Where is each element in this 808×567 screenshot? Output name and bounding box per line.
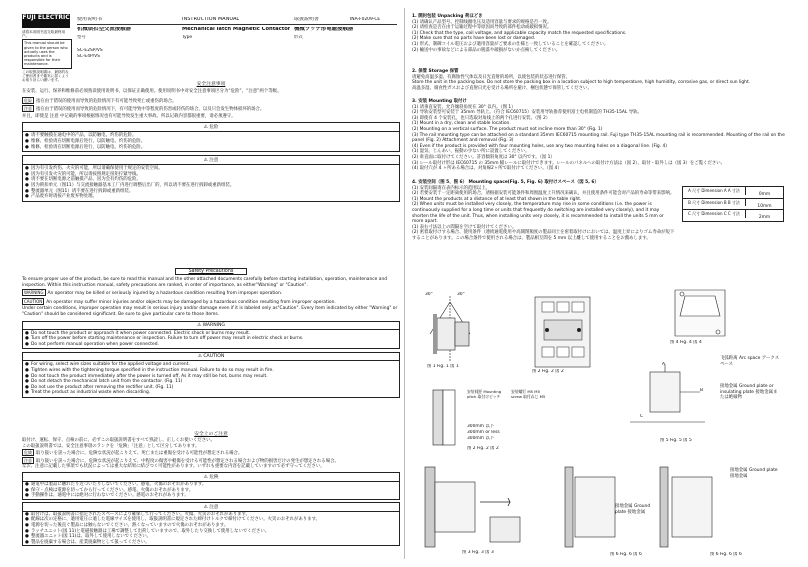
list-item: (3) 即使有 4 个安装孔，也只选取对角线上的两个孔进行安装。（图 2） — [412, 115, 551, 121]
list-item: ● 整流器ユニット(図 11)は、取外して使用しないでください。 — [25, 534, 152, 540]
table-row: A 尺寸 Dimension A A 寸法 0mm — [683, 187, 783, 199]
section-unpacking-title: 1. 開封包装 Unpacking 荷ほどき — [412, 14, 483, 19]
list-item: ● Treat the product as industrial waste when discarding. — [25, 390, 151, 396]
figure-1-caption: 图 1 Fig. 1 図 1 — [427, 364, 459, 369]
list-item: (2) 导轨安装型可安装于 35mm 导轨上。（符合 IEC60715）安装用导轨推荐使用富士电机制造的 TH35-15AL 导轨。 — [412, 110, 642, 116]
list-item: (1) Mount the products at a distance of at least that shown in the table right. — [412, 196, 582, 202]
dimension-table — [682, 186, 784, 222]
jp-danger-box — [22, 472, 400, 500]
mounting-pitch-label: 安装间距 Mounting pitch 取付けピッチ — [467, 389, 502, 399]
cn-caution-box — [22, 155, 400, 202]
list-item: (3) The rail mounting type can be attached on a standard 35mm IEC60715 mounting rail. Fuji type TH35-15AL mounting rail is recommended. Mounting of the rail on the panel (Fig. 2) Attachment and removal (Fig. 3) — [412, 132, 785, 144]
figure-1-drawing — [415, 292, 485, 372]
cn-safety-note: 并且，即使是 注意 中记载的事项根据情况也有可能导致发生重大事故。所以记载内容都很重要，请必须遵守。 — [22, 113, 236, 119]
fuji-electric-logo: FUJI ELECTRIC — [22, 14, 70, 28]
list-item: (1) 请确认产品型号、控制线圈电压及适用容量与要求的规格是否一致。 — [412, 19, 552, 25]
manual-title-en: INSTRUCTION MANUAL — [182, 17, 240, 22]
rail-drawing — [425, 388, 465, 448]
cn-safety-title: 安全注意事项 — [196, 82, 226, 87]
jp-safety-intro2: この取扱説明書では、安全注意事項のランクを「危険」「注意」として区分してあります。 — [22, 443, 200, 449]
list-item: (1) Check that the type, coil voltage, and applicable capacity match the requested specifications. — [412, 30, 627, 36]
list-item: ● 因为有引发火灾的可能，所以请按照规定扭矩拧紧导线。 — [25, 171, 141, 177]
cn-caution-box-title: ⚠ 注意 — [23, 156, 399, 165]
list-item: Store the unit in the packing box. Do not store the packing box in a location subject to high temperature, high humidity, corrosive gas, or direct sun light. — [412, 80, 751, 86]
figure-5-drawing — [620, 362, 715, 437]
figure-4 — [660, 286, 740, 350]
figure-3-caption: 图 3 Fig. 3 図 3 — [462, 550, 494, 555]
list-item: ● 手動操作は、通電中には絶対に行わないでください。感電のおそれがあります。 — [25, 493, 189, 499]
jp-safety-title: 安全上のご注意 — [194, 432, 228, 437]
jp-caution-box-title: ⚠ 注意 — [23, 503, 399, 512]
list-item: (4) 取付穴が 4 ヶ所ある場合は、対角線2ヶ所で取付けてください。（図 4） — [412, 166, 562, 172]
screw-label: 安装螺钉 M5 M5 screw 取付ねじ M5 — [511, 389, 546, 399]
doc-number: INA-F0209-CE — [350, 17, 381, 22]
danger-label: 危险 — [24, 97, 32, 103]
cn-safety-section — [22, 80, 400, 202]
product-name-cn: 机械锁扣型交流接触器 — [77, 27, 131, 32]
manual-title-jp: 取扱説明書 — [294, 17, 320, 22]
model-1: SC-E2SP/VS — [77, 48, 103, 53]
angle-label: 30° — [457, 292, 465, 297]
list-item: 请避免高温多湿、有腐蚀性气体以及日光直射的场所，以使包装的状态进行保管。 — [412, 74, 571, 80]
jp-safety-intro: 取付け、運転、保守、点検の前に、必ずこの取扱説明書をすべて熟読し、正しくお使いください。 — [22, 438, 215, 443]
list-item: (1) 湿気、じんあい、振動の少ない所に設置してください。 — [412, 149, 530, 155]
model-2: SC-E4P/VS — [77, 54, 100, 59]
en-caution-definition: CAUTION An operator may suffer minor injuries and/or objects may be damaged by a hazardous condition resulting from improper operation. — [24, 298, 336, 305]
list-item: (2) 垂直面に取付けてください。許容傾斜角度は 30° 以内です。（図 1） — [412, 154, 555, 160]
figure-6 — [560, 462, 790, 562]
list-item: ● 配線は次の定格に、適用電圧に適した電線サイズを使用し、取扱説明書に規定された締付けトルクで締付けてください。火災のおそれがあります。 — [25, 517, 320, 523]
list-item: (2) When units must be installed very closely, the temperature may rise in some conditions (i.e. the power is continuously supplied for a long time or units that frequently do switching are installed very closely), and it may shorten the life of the unit. Thus, when installing units very closely, it is recommended to install the units 5 mm or more apart. — [412, 202, 664, 225]
list-item: (2) 輸送中の事故などによる部品の脱落や破損がないか点検してください。 — [412, 47, 561, 53]
figure-5-caption: 图 5 Fig. 5 図 5 — [660, 438, 692, 443]
list-item: ● 维修、检验请在切断电源后进行，以防触电、灼伤的危险。 — [25, 144, 146, 150]
list-item: ● For wiring, select wire sizes suitable for the applied voltage and current. — [25, 362, 190, 368]
cn-caution-definition: 注意 指在由于错误的使用而导致的危险情况下，有可能导致中等程度的伤害或轻伤的场合，以及只会发生物体损坏的场合。 — [24, 106, 265, 113]
list-item: ● 製品を廃棄する場合は、産業廃棄物として扱ってください。 — [25, 539, 150, 545]
danger-label: 危険 — [24, 450, 32, 456]
section-mounting-title: 3. 安装 Mounting 取付け — [412, 99, 467, 104]
list-item: (3) レール取付け形は IEC60715 の 35mm 幅レールに取付けできます。レールのパネルへの取付け方法は（図 2）、取付・取外しは（図 3）をご覧ください。 — [412, 160, 726, 166]
arc-space-label: 飞弧距离 Arc space アークスペース — [720, 356, 780, 367]
dim-c-label: C — [640, 414, 644, 419]
distance-label: 300mm or less — [467, 430, 500, 435]
type-label-en: Type — [182, 35, 193, 40]
cn-safety-intro: 在安装、运行、保养和维修前必须熟读使用说明书，以保证正确使用。使用说明书中对安全注意事项区分为“危险”、“注意”两个等级。 — [22, 89, 282, 94]
list-item: ● 请不要触摸在通电中的产品，以防触电、灼伤的危险。 — [25, 133, 137, 139]
en-safety-intro: To ensure proper use of the product, be sure to read this manual and the other attached documents carefully before starting installation, operation, maintenance and inspection. Within this instruction manual, safety precautions are ranked, in order of importance, as either"Warning" or "Caution". — [22, 277, 388, 288]
figure-3 — [420, 462, 530, 562]
list-item: ● 保守・点検は電源を切ってから行ってください。感電、火傷のおそれがあります。 — [25, 487, 194, 493]
figure-2-caption-lower: 图 2 Fig. 2 図 2 — [467, 446, 499, 451]
list-item: (2) 请检查是否在由于运输过程中等原因而导致的部件松动或破损情况。 — [412, 25, 552, 31]
figure-4-caption: 图 4 Fig. 4 図 4 — [670, 340, 702, 345]
en-safety-section — [22, 268, 400, 398]
list-item: ● 整流器单元（图11）请不要在进行拆卸或重新组装。 — [25, 188, 134, 194]
en-safety-title: Safety Precautions — [175, 268, 247, 275]
list-item: (4) Even if the product is provided with four mounting holes, use any two mounting holes on a diagonal line. (Fig. 4) — [412, 143, 668, 149]
angle-label: 30° — [425, 292, 433, 297]
list-item: (2) Make sure that no parts have been lost or damaged. — [412, 36, 536, 42]
list-item: (2) Mounting on a vertical surface. The product must not incline more than 30° (Fig. 1) — [412, 126, 603, 132]
jp-caution-definition: 注意 取り扱いを誤った場合に、危険な状況が起こりえて、中程度の傷害や軽傷を受ける可能性が想定される場合および物的損害だけの発生が想定される場合。 — [24, 457, 339, 464]
section-unpacking — [412, 14, 788, 53]
figure-4-drawing — [660, 286, 740, 340]
figure-2-contactor-drawing — [520, 292, 605, 377]
type-label-jp: 形式 — [294, 35, 303, 40]
list-item: (2) 若要安装于一定距离使用的场合，请根据安装可能条件和周围温度上升情况来确认，并且使用条件可能会对产品的寿命等带来影响。 — [412, 191, 675, 197]
distribution-notice: 请将本说明书送交给最终用户。 This manual should be given to the person who actually uses the products and is responsible for their maintenance. この取扱説明書は、最終的なご使用者まで確実に届くようお取り計らい願います。 — [22, 30, 72, 82]
en-safety-note: Under certain conditions, improper operation may result in serious injury and/or damage even if it is labeled only as"Caution". Every item indicated by either "Warning" or "Caution" should be considered significant. Be sure to give particular care to those items. — [22, 306, 398, 317]
table-row: C 尺寸 Dimension C C 寸法 2mm — [683, 210, 783, 221]
figure-1 — [415, 292, 485, 372]
section-storage — [412, 69, 788, 91]
list-item: ● Do not detach the mechanical latch unit from the contactor. (Fig. 11) — [25, 379, 183, 385]
list-item: (2) 密着取付けする場合、使用条件（連続通電使用や高開閉頻度の製品同士を密着取付けにおいては、温度上昇によりゴム寿命が短下することがあります。この場合条件で使用される場合は、製品相互間を 5 mm 以上離して使用することをお薦めします。 — [412, 230, 675, 241]
cn-danger-box — [22, 122, 400, 152]
cn-danger-definition: 危险 指在由于错误的使用而导致的危险情况下有可能导致死亡或重伤的场合。 — [24, 97, 177, 104]
section-mounting — [412, 99, 788, 172]
jp-caution-box — [22, 502, 400, 547]
jp-safety-section — [22, 430, 400, 546]
caution-label: 注意 — [24, 106, 32, 112]
header-rule — [77, 24, 397, 25]
warning-label: WARNING — [24, 290, 44, 296]
list-item: ● 维修、检验请在切断电源后进行，以防触电、灼伤的危险。 — [25, 138, 146, 144]
jp-safety-note: なお、注意に記載した事項でも状況によっては重大な結果に結びつく可能性があります。いずれも重要な内容を記載していますので必ず守ってください。 — [22, 464, 325, 470]
distance-label: 300mm 以下 — [467, 424, 495, 429]
list-item: (1) 安装间隔请在表内标示的范围以上。 — [412, 185, 490, 191]
manual-title-cn: 使用说明书 — [77, 17, 103, 22]
list-item: ● Do not touch the product or approach it when power connected. Electric shock or burns may result. — [25, 330, 251, 336]
list-item: (1) Mount in a dry, clean and stable location. — [412, 121, 511, 127]
figure-3-drawing — [420, 462, 530, 552]
caution-label: 注意 — [24, 457, 32, 463]
figure-2-rail — [425, 388, 585, 458]
distance-label: 300mm 以下 — [467, 436, 495, 441]
en-warning-box — [22, 321, 400, 350]
list-item: ● Turn off the power before starting maintenance or inspection. Failure to turn off power may result in electric shock or burns. — [25, 336, 304, 342]
figure-5 — [620, 356, 790, 452]
list-item: (1) 表右寸法以上の間隔を空けて取付けてください。 — [412, 224, 517, 230]
figure-6-caption: 图 6 Fig. 6 図 6 — [610, 552, 642, 557]
ground-plate-label: 接地金属 Ground plate or insulating plate 接地金属または絶縁物 — [720, 384, 778, 401]
en-warning-definition: WARNING An operator may be killed or seriously injured by a hazardous condition resulting from improper operation. — [24, 290, 283, 297]
header — [22, 14, 400, 83]
list-item: (1) 请垂直安装，允许倾斜角度在 30° 以内。（图 1） — [412, 104, 516, 110]
page-divider — [404, 8, 405, 559]
en-caution-box — [22, 352, 400, 398]
list-item: ● Do not use the product after removing the rectifier unit. (Fig. 11) — [25, 384, 174, 390]
list-item: ● 電源を切った後直ぐ製品には触らないでください。熱くなっていますので火傷のおそれがあります。 — [25, 522, 229, 528]
list-item: ● 因为有引发灼伤、火灾的可能，所以请确保使用于规定的安装空间。 — [25, 166, 163, 172]
section-mounting-space — [412, 180, 676, 242]
list-item: ● 通電中は製品に触れたり近づいたりしないでください。感電、火傷のおそれがあります。 — [25, 481, 207, 487]
list-item: ● Do not perform manual operation when power connected. — [25, 341, 159, 347]
list-item: ● ラッチユニット(図 11)と電磁接触器は工場で調整して出荷していますので、取外したり交換して使用しないでください。 — [25, 528, 270, 534]
table-row: B 尺寸 Dimension B B 寸法 10mm — [683, 199, 783, 211]
caution-label: CAUTION — [24, 298, 43, 304]
ground-plate-label: 接地金属 Ground plate 接地金属 — [615, 504, 651, 515]
type-label-cn: 型号 — [77, 35, 86, 40]
dim-b-label: B — [700, 388, 704, 393]
jp-danger-box-title: ⚠ 危険 — [23, 473, 399, 482]
en-warning-box-title: ⚠ WARNING — [23, 322, 399, 330]
list-item: ● 取付けは、取扱説明書に指定されたスペースにより確保して行ってください。火傷、火災のおそれがあります。 — [25, 511, 250, 517]
list-item: ● Tighten wires with the tightening torque specified in the instruction manual. Failure to do so may result in fire. — [25, 367, 274, 373]
list-item: ● 请不要在切断电源之前触摸产品，因为会有灼伤的危险。 — [25, 177, 141, 183]
figure-6-caption-right: 图 6 Fig. 6 図 6 — [710, 552, 742, 557]
list-item: ● Do not touch the product immediately after the power is turned off. As it may still be hot, burns may result. — [25, 373, 268, 379]
figure-2-caption: 图 2 Fig. 2 図 2 — [532, 369, 564, 374]
jp-danger-definition: 危険 取り扱いを誤った場合に、危険な状況が起こりえて、死亡または重傷を受ける可能性が想定される場合。 — [24, 450, 243, 457]
product-name-en: Mechanical latch Magnetic Contactor — [182, 27, 291, 32]
en-caution-box-title: ⚠ CAUTION — [23, 353, 399, 361]
dim-a-label: A — [662, 362, 666, 367]
list-item: ● 因为锁扣单元（图11）与交流接触器基本工厂内进行调整后出厂的，所以请不要在进行拆卸或重新组装。 — [25, 182, 235, 188]
product-name-jp: 機械ラッチ形電磁接触器 — [294, 27, 354, 32]
list-item: (1) 形式、制御コイル電圧および適用容量がご要求の仕様と一致していることを確認してください。 — [412, 41, 609, 47]
section-storage-title: 2. 保管 Storage 保管 — [412, 69, 459, 74]
ground-plate-label: 接地金属 Ground plate 接地金属 — [730, 468, 778, 479]
list-item: ● 产品废弃时请按产业废弃物处理。 — [25, 194, 97, 200]
list-item: 高温多湿、腐食性ガスおよび直射日光を受ける場所を避け、梱包状態で保管してください。 — [412, 85, 592, 91]
cn-danger-box-title: ⚠ 危险 — [23, 123, 399, 132]
section-mounting-space-title: 4. 安装空间（图 5、图 6） Mounting space(Fig. 5, Fig. 6) 取付けスペース（図 5, 6） — [412, 180, 599, 185]
